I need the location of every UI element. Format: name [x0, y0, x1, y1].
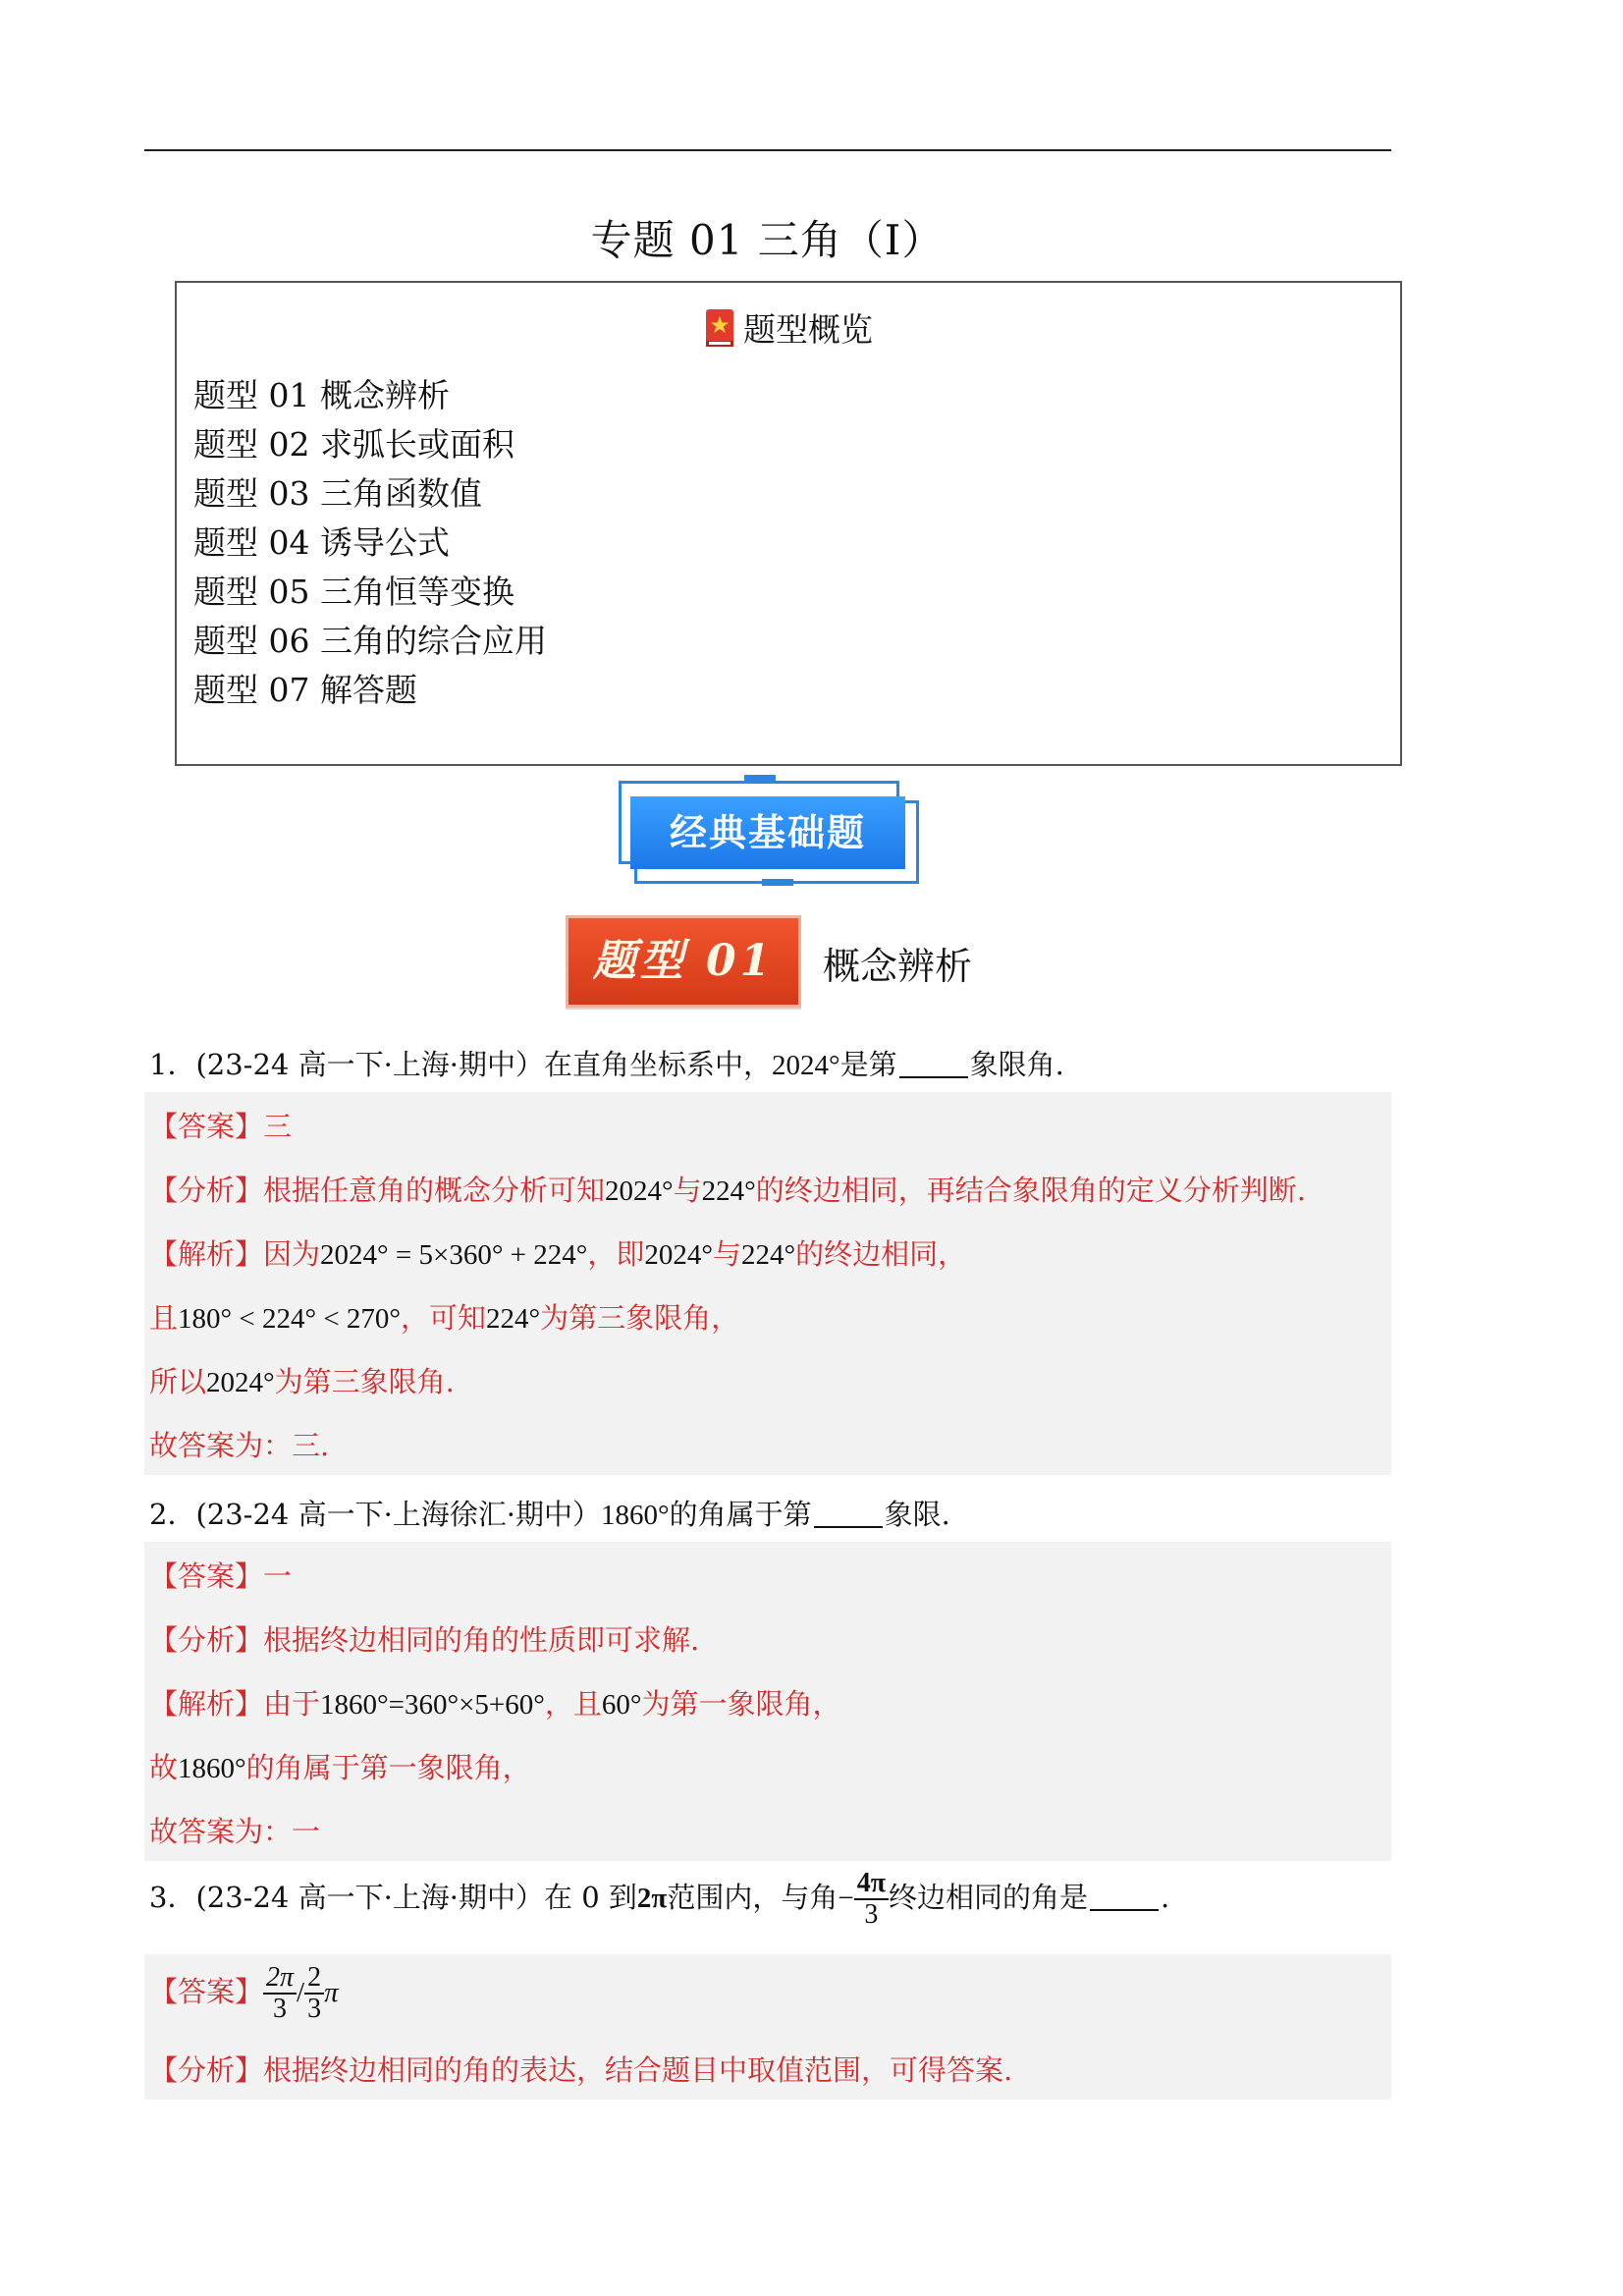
solution-line: 所以2024°为第三象限角. — [149, 1365, 455, 1398]
analysis-line: 【分析】根据终边相同的角的性质即可求解. — [149, 1623, 700, 1657]
answer-blank — [899, 1047, 968, 1078]
overview-item: 题型 01 概念辨析 — [193, 376, 450, 414]
overview-heading-row — [177, 304, 1400, 351]
book-icon — [704, 308, 735, 350]
overview-item: 题型 02 求弧长或面积 — [193, 425, 514, 464]
solution-line: 【解析】因为2024° = 5×360° + 224°，即2024°与224°的终边相同， — [149, 1237, 967, 1271]
overview-item: 题型 04 诱导公式 — [193, 523, 450, 562]
overview-box — [175, 281, 1402, 766]
final-answer-line: 故答案为：三. — [149, 1429, 330, 1462]
overview-item: 题型 05 三角恒等变换 — [193, 573, 514, 611]
type-badge: 题型 01 — [566, 915, 801, 1008]
answer-blank — [1090, 1880, 1159, 1911]
overview-item: 题型 07 解答题 — [193, 671, 417, 709]
fraction: $\frac{4\pi}{3}$ — [854, 1869, 889, 1930]
final-answer-line: 故答案为：一 — [149, 1815, 321, 1848]
answer-line: 【答案】 $\frac{2\pi}{3}$ / $\frac{2}{3}$ π — [149, 1962, 339, 2024]
fraction: $\frac{2}{3}$ — [304, 1963, 324, 2024]
question-3-answer-box — [144, 1954, 1391, 2100]
type-name: 概念辨析 — [823, 945, 973, 988]
fraction: $\frac{2\pi}{3}$ — [263, 1963, 297, 2024]
answer-line: 【答案】三 — [149, 1110, 293, 1143]
overview-heading: 题型概览 — [743, 310, 873, 349]
solution-line: 且180° < 224° < 270°，可知224°为第三象限角， — [149, 1301, 740, 1335]
question-3-stem: 3．(23-24 高一下·上海·期中）在 0 到2π范围内，与角− $\frac{4\pi}{3}$ 终边相同的角是 . — [149, 1868, 1170, 1930]
solution-line: 【解析】由于1860°=360°×5+60°，且60°为第一象限角， — [149, 1687, 841, 1721]
overview-list — [193, 371, 547, 715]
top-rule — [144, 149, 1391, 151]
analysis-line: 【分析】根据终边相同的角的表达，结合题目中取值范围，可得答案. — [149, 2053, 1013, 2087]
section-badge-label: 经典基础题 — [630, 796, 905, 869]
answer-blank — [814, 1497, 883, 1528]
section-badge — [619, 781, 919, 884]
question-2-stem: 2．(23-24 高一下·上海徐汇·期中）1860°的角属于第 象限. — [149, 1498, 950, 1531]
answer-line: 【答案】一 — [149, 1559, 293, 1593]
question-1-stem: 1．(23-24 高一下·上海·期中）在直角坐标系中，2024°是第 象限角. — [149, 1048, 1064, 1081]
document-title: 专题 01 三角（Ⅰ） — [590, 216, 945, 264]
question-2-answer-box — [144, 1542, 1391, 1861]
overview-item: 题型 06 三角的综合应用 — [193, 622, 547, 660]
question-1-answer-box — [144, 1092, 1391, 1475]
overview-item: 题型 03 三角函数值 — [193, 474, 482, 513]
analysis-line: 【分析】根据任意角的概念分析可知2024°与224°的终边相同，再结合象限角的定义分析判断. — [149, 1174, 1306, 1207]
solution-line: 故1860°的角属于第一象限角， — [149, 1751, 531, 1784]
